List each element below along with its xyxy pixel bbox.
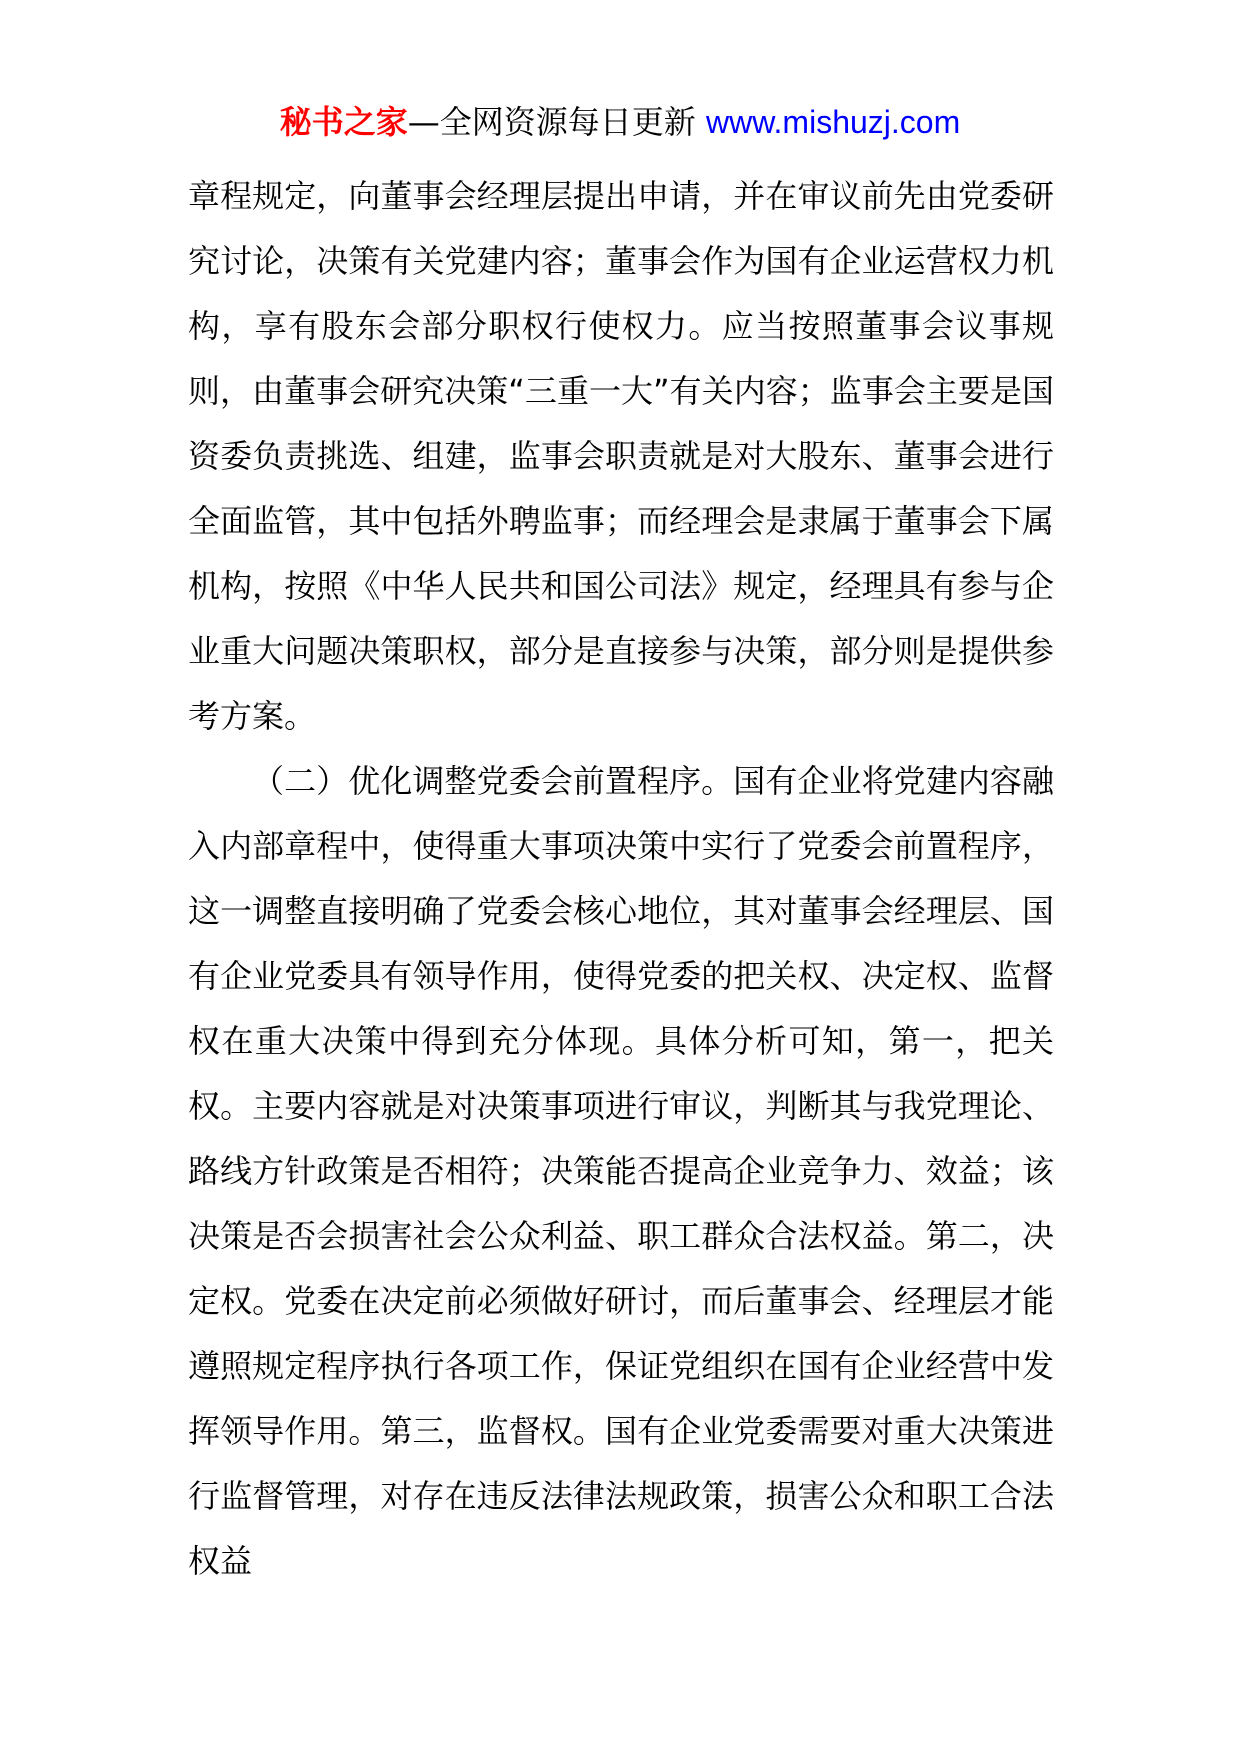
document-body [188, 164, 1054, 1594]
site-url[interactable]: www.mishuzj.com [705, 104, 961, 140]
paragraph-section-two: （二）优化调整党委会前置程序。国有企业将党建内容融入内部章程中，使得重大事项决策中实行了党委会前置程序，这一调整直接明确了党委会核心地位，其对董事会经理层、国有企业党委具有领导作用，使得党委的把关权、决定权、监督权在重大决策中得到充分体现。具体分析可知，第一，把关权。主要内容就是对决策事项进行审议，判断其与我党理论、路线方针政策是否相符；决策能否提高企业竞争力、效益；该决策是否会损害社会公众利益、职工群众合法权益。第二，决定权。党委在决定前必须做好研讨，而后董事会、经理层才能遵照规定程序执行各项工作，保证党组织在国有企业经营中发挥领导作用。第三，监督权。国有企业党委需要对重大决策进行监督管理，对存在违反法律法规政策，损害公众和职工合法权益 [188, 762, 1054, 1580]
site-header [0, 100, 1240, 144]
site-tagline: —全网资源每日更新 [407, 103, 706, 141]
site-brand: 秘书之家 [279, 103, 408, 141]
paragraph-continued: 章程规定，向董事会经理层提出申请，并在审议前先由党委研究讨论，决策有关党建内容；董事会作为国有企业运营权力机构，享有股东会部分职权行使权力。应当按照董事会议事规则，由董事会研究决策“三重一大”有关内容；监事会主要是国资委负责挑选、组建，监事会职责就是对大股东、董事会进行全面监管，其中包括外聘监事；而经理会是隶属于董事会下属机构，按照《中华人民共和国公司法》规定，经理具有参与企业重大问题决策职权，部分是直接参与决策，部分则是提供参考方案。 [188, 177, 1054, 735]
